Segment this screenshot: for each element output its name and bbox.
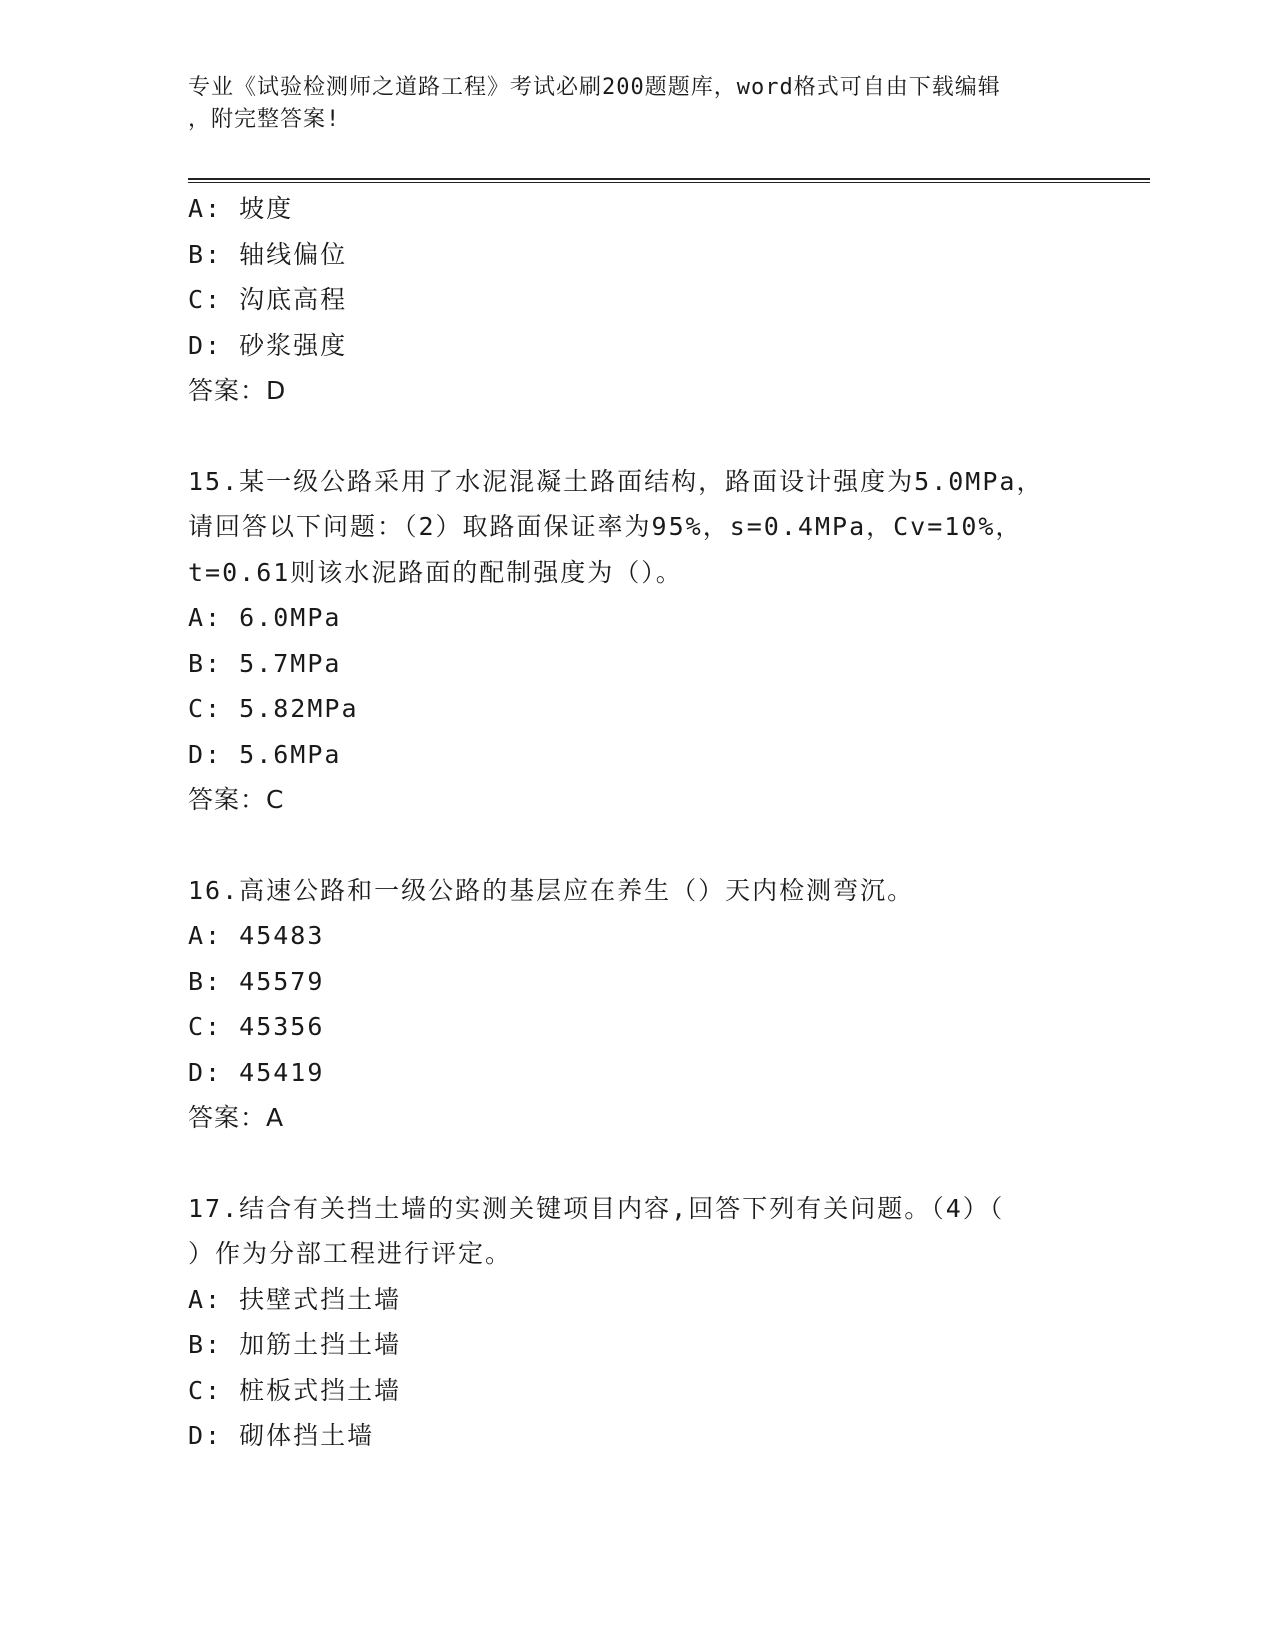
option-a: A: 45483 (188, 921, 325, 950)
answer: 答案：C (188, 785, 285, 814)
question-17 (188, 1186, 1148, 1459)
option-c: C: 5.82MPa (188, 694, 359, 723)
question-text-line-1: 16.高速公路和一级公路的基层应在养生（）天内检测弯沉。 (188, 875, 915, 905)
option-b: B: 45579 (188, 966, 325, 996)
question-14-continued (188, 186, 1148, 414)
spacer (188, 414, 1148, 459)
question-text-line-1: 17.结合有关挡土墙的实测关键项目内容,回答下列有关问题。（4）（ (188, 1193, 1005, 1223)
option-a: A: 扶壁式挡土墙 (188, 1284, 402, 1314)
option-d: D: 砂浆强度 (188, 330, 348, 360)
option-b: B: 5.7MPa (188, 648, 342, 678)
question-list (188, 186, 1148, 1459)
question-15 (188, 459, 1148, 823)
option-c: C: 沟底高程 (188, 285, 348, 314)
option-a: A: 坡度 (188, 194, 294, 223)
header-title-line-2: ，附完整答案! (188, 107, 341, 132)
header-title-line-1: 专业《试验检测师之道路工程》考试必刷200题题库，word格式可自由下载编辑 (188, 75, 1001, 100)
spacer (188, 823, 1148, 868)
question-text-line-1: 15.某一级公路采用了水泥混凝土路面结构，路面设计强度为5.0MPa， (188, 466, 1044, 496)
option-c: C: 45356 (188, 1012, 325, 1041)
option-c: C: 桩板式挡土墙 (188, 1375, 402, 1405)
option-d: D: 5.6MPa (188, 739, 342, 769)
answer: 答案：A (188, 1103, 285, 1132)
question-text-line-2: ）作为分部工程进行评定。 (188, 1239, 513, 1268)
header-divider (188, 178, 1150, 183)
option-b: B: 加筋土挡土墙 (188, 1330, 402, 1359)
option-d: D: 砌体挡土墙 (188, 1421, 375, 1450)
answer: 答案：D (188, 376, 287, 405)
document-header (188, 72, 1088, 136)
option-b: B: 轴线偏位 (188, 239, 348, 269)
option-d: D: 45419 (188, 1057, 325, 1087)
question-16 (188, 868, 1148, 1141)
spacer (188, 1141, 1148, 1186)
question-text-line-3: t=0.61则该水泥路面的配制强度为（）。 (188, 557, 683, 587)
question-text-line-2: 请回答以下问题：（2）取路面保证率为95%，s=0.4MPa，Cv=10%， (188, 512, 1023, 541)
option-a: A: 6.0MPa (188, 603, 342, 632)
